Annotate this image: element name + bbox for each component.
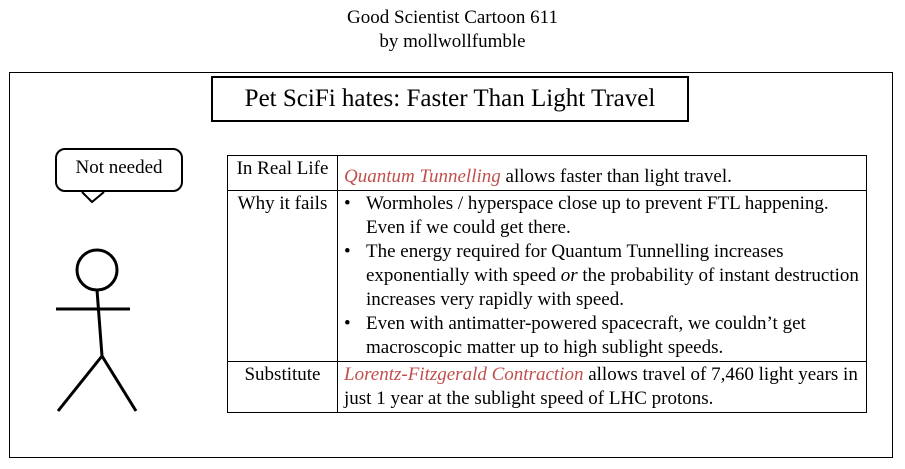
ftl-table <box>227 155 867 413</box>
row-label-why-fails: Why it fails <box>228 191 338 362</box>
figure-left-leg <box>58 356 102 411</box>
highlight-quantum-tunnelling: Quantum Tunnelling <box>344 166 501 187</box>
figure-body <box>97 290 102 356</box>
table-row <box>228 362 867 413</box>
bubble-tail <box>82 192 104 202</box>
highlight-lorentz: Lorentz-Fitzgerald Contraction <box>344 364 584 385</box>
reason-energy <box>366 240 860 312</box>
stick-figure <box>40 186 150 416</box>
table-row <box>228 156 867 191</box>
reason-energy-pre: The energy required for Quantum Tunnelling increases exponentially with speed <box>366 241 784 286</box>
figure-right-leg <box>102 356 136 411</box>
reasons-list <box>344 192 860 360</box>
reason-energy-or: or <box>560 265 578 286</box>
reason-wormholes: • Wormholes / hyperspace close up to prevent FTL happening. Even if we could get there. <box>366 192 860 240</box>
row-content-substitute <box>338 362 867 413</box>
reason-energy-post: the probability of instant destruction increases very rapidly with speed. <box>366 265 859 310</box>
cartoon-author: by mollwollfumble <box>379 31 526 52</box>
row-label-real-life: In Real Life <box>228 156 338 191</box>
panel-title: Pet SciFi hates: Faster Than Light Travel <box>211 76 689 122</box>
row-content-why-fails <box>338 191 867 362</box>
row-content-real-life <box>338 156 867 191</box>
real-life-text: allows faster than light travel. <box>500 166 732 187</box>
figure-head <box>77 250 117 290</box>
row-label-substitute: Substitute <box>228 362 338 413</box>
speech-text: Not needed <box>75 157 163 178</box>
cartoon-title: Good Scientist Cartoon 611 <box>347 7 558 28</box>
reason-antimatter: • Even with antimatter-powered spacecraft, we couldn’t get macroscopic matter up to high sublight speeds. <box>366 312 860 360</box>
cartoon-header <box>0 6 905 54</box>
substitute-text: allows travel of 7,460 light years in just 1 year at the sublight speed of LHC protons. <box>344 364 858 409</box>
table-row <box>228 191 867 362</box>
